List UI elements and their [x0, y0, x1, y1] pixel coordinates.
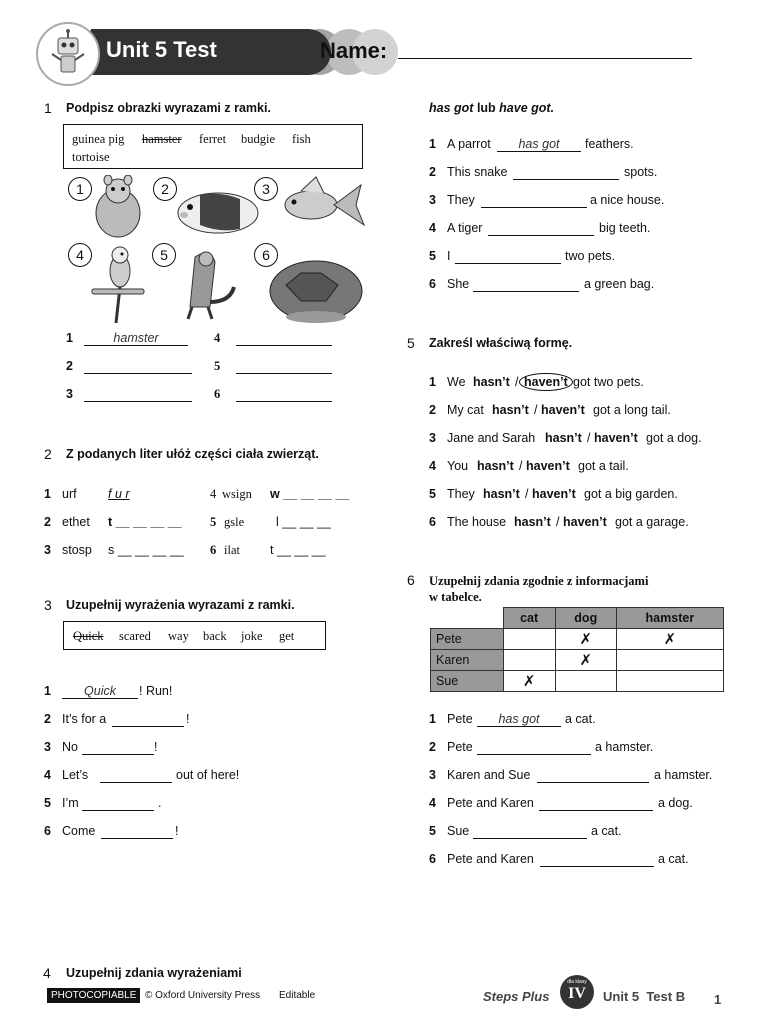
answer-field[interactable] — [236, 359, 332, 374]
copyright-text: © Oxford University Press — [145, 990, 261, 1001]
item-number: 3 — [429, 193, 436, 207]
exercise-instruction: Podpisz obrazki wyrazami z ramki. — [66, 101, 271, 115]
box-word: back — [203, 629, 227, 643]
item-number: 3 — [429, 431, 436, 445]
name-field[interactable] — [398, 58, 692, 59]
item-number: 3 — [429, 768, 436, 782]
item-number: 4 — [210, 487, 217, 501]
box-word: joke — [241, 629, 263, 643]
item-text: feathers. — [585, 137, 634, 151]
item-number: 5 — [44, 796, 51, 810]
exercise-instruction: Uzupełnij wyrażenia wyrazami z ramki. — [66, 598, 295, 612]
unscramble-list — [44, 487, 364, 557]
instruction-line: Uzupełnij zdania zgodnie z informacjami — [429, 574, 649, 588]
answer-field[interactable] — [101, 824, 173, 839]
item-number: 6 — [44, 824, 51, 838]
item-text: This snake — [447, 165, 508, 179]
option-havent-circled[interactable]: haven’t — [519, 373, 573, 391]
box-word-crossed: hamster — [142, 132, 182, 146]
row-header: Karen — [431, 650, 504, 671]
exercise-number: 1 — [44, 100, 52, 116]
answer-field[interactable] — [84, 387, 192, 402]
name-label: Name: — [320, 38, 388, 63]
item-text: You — [447, 459, 469, 473]
item-number: 6 — [214, 387, 221, 401]
item-text: spots. — [624, 165, 658, 179]
picture-number: 5 — [152, 243, 176, 267]
item-text: a hamster. — [654, 768, 713, 782]
table-cell: ✗ — [503, 671, 555, 692]
column-header: cat — [503, 608, 555, 629]
option-hasnt[interactable]: hasn’t — [473, 375, 510, 389]
item-text: A parrot — [447, 137, 491, 151]
exercise-number: 2 — [44, 446, 52, 462]
item-text: Jane and Sarah — [447, 431, 536, 445]
answer-field[interactable]: hamster — [84, 331, 188, 346]
answer-field[interactable]: Quick — [62, 684, 138, 699]
row-header: Sue — [431, 671, 504, 692]
exercise-number: 4 — [43, 965, 51, 981]
option-havent[interactable]: haven’t — [541, 403, 585, 417]
answer-field[interactable]: l __ __ __ — [276, 515, 331, 529]
item-text: She — [447, 277, 470, 291]
box-word: budgie — [241, 132, 276, 146]
level-badge-small: dla klasy — [567, 979, 587, 985]
box-word: tortoise — [72, 150, 110, 164]
item-number: 1 — [429, 712, 436, 726]
item-text: Come — [62, 824, 96, 838]
answer-field[interactable] — [513, 165, 619, 180]
item-number: 4 — [429, 796, 436, 810]
item-text: They — [447, 487, 475, 501]
item-number: 2 — [66, 359, 73, 373]
option-hasnt[interactable]: hasn’t — [492, 403, 529, 417]
option-hasnt[interactable]: hasn’t — [477, 459, 514, 473]
table-cell — [503, 650, 555, 671]
item-text: ! — [175, 824, 179, 838]
table-row — [431, 650, 724, 671]
exercise-number: 5 — [407, 335, 415, 351]
exercise-instruction-cont — [429, 101, 554, 115]
guinea-pig-picture — [170, 185, 260, 235]
item-text: got a garage. — [615, 515, 689, 529]
brand-name: Steps Plus — [483, 989, 550, 1004]
item-text: We — [447, 375, 466, 389]
answer-field[interactable]: w __ __ __ __ — [270, 487, 350, 501]
box-word: guinea pig — [72, 132, 125, 146]
robot-mascot-icon — [36, 22, 100, 86]
option-havent[interactable]: haven’t — [532, 487, 576, 501]
table-header-row — [431, 608, 724, 629]
item-number: 5 — [214, 359, 221, 373]
table-row — [431, 629, 724, 650]
table-cell: ✗ — [555, 650, 616, 671]
item-text: I — [447, 249, 451, 263]
answer-field[interactable] — [473, 277, 579, 292]
item-text: A tiger — [447, 221, 483, 235]
row-header: Pete — [431, 629, 504, 650]
item-text: Pete — [447, 740, 473, 754]
answer-field[interactable]: has got — [497, 137, 581, 152]
exercise-instruction: Zakreśl właściwą formę. — [429, 336, 573, 350]
item-text: two pets. — [565, 249, 616, 263]
item-number: 6 — [429, 277, 436, 291]
phrases-list — [44, 684, 364, 844]
answer-field[interactable] — [455, 249, 561, 264]
answer-field[interactable] — [84, 359, 192, 374]
item-text: a cat. — [591, 824, 622, 838]
item-text: got a big garden. — [584, 487, 678, 501]
answer-field[interactable] — [236, 387, 332, 402]
item-text: They — [447, 193, 475, 207]
item-number: 4 — [214, 331, 221, 345]
box-word: fish — [292, 132, 311, 146]
option-havent[interactable]: haven’t — [563, 515, 607, 529]
item-text: I’m — [62, 796, 79, 810]
item-number: 6 — [210, 543, 217, 557]
item-number: 6 — [429, 852, 436, 866]
answer-field[interactable]: s __ __ __ __ — [108, 543, 184, 557]
table-corner — [431, 608, 504, 629]
item-number: 4 — [44, 768, 51, 782]
item-number: 3 — [44, 740, 51, 754]
exercise-instruction: Uzupełnij zdania wyrażeniami — [66, 966, 242, 980]
item-text: Sue — [447, 824, 470, 838]
item-text: a cat. — [658, 852, 689, 866]
scrambled-word: ilat — [224, 543, 240, 557]
item-text: a nice house. — [590, 193, 665, 207]
scrambled-word: ethet — [62, 515, 90, 529]
item-number: 6 — [429, 515, 436, 529]
item-text: got a long tail. — [593, 403, 671, 417]
sentence-list — [429, 137, 749, 297]
item-text: . — [158, 796, 162, 810]
instruction-phrase: has got — [429, 101, 474, 115]
item-number: 2 — [44, 712, 51, 726]
answer-field[interactable] — [112, 712, 184, 727]
table-cell — [616, 650, 723, 671]
item-number: 1 — [44, 487, 51, 501]
sentence-list — [429, 712, 749, 872]
exercise-number: 3 — [44, 597, 52, 613]
answer-field[interactable] — [82, 740, 154, 755]
item-text: Pete and Karen — [447, 796, 534, 810]
item-number: 2 — [429, 165, 436, 179]
page-title: Unit 5 Test — [106, 37, 217, 62]
hamster-picture — [88, 175, 148, 243]
scrambled-word: wsign — [222, 487, 252, 501]
picture-number: 4 — [68, 243, 92, 267]
item-number: 5 — [429, 824, 436, 838]
item-text: ! Run! — [139, 684, 173, 698]
answer-field[interactable] — [481, 193, 587, 208]
fish-picture — [276, 175, 371, 230]
picture-grid — [66, 175, 366, 325]
item-text: Pete and Karen — [447, 852, 534, 866]
item-text: a hamster. — [595, 740, 654, 754]
item-text: ! — [154, 740, 158, 754]
scrambled-word: gsle — [224, 515, 245, 529]
item-text: got two pets. — [573, 375, 644, 389]
item-number: 3 — [66, 387, 73, 401]
instruction-line: w tabelce. — [429, 590, 482, 604]
option-hasnt[interactable]: hasn’t — [545, 431, 582, 445]
answer-field[interactable] — [540, 852, 654, 867]
word-box — [63, 621, 326, 650]
item-text: It’s for a — [62, 712, 107, 726]
scrambled-word: stosp — [62, 543, 92, 557]
item-text: The house — [447, 515, 507, 529]
info-table — [430, 607, 724, 692]
exercise-number: 6 — [407, 572, 415, 588]
answer-field[interactable] — [82, 796, 154, 811]
table-cell — [503, 629, 555, 650]
item-text: got a tail. — [578, 459, 629, 473]
answer-field[interactable] — [473, 824, 587, 839]
item-number: 3 — [44, 543, 51, 557]
table-cell: ✗ — [616, 629, 723, 650]
item-text: got a dog. — [646, 431, 702, 445]
editable-text: Editable — [279, 990, 316, 1001]
box-word: way — [168, 629, 189, 643]
page-number: 1 — [714, 992, 722, 1007]
item-number: 5 — [429, 249, 436, 263]
item-text: a green bag. — [584, 277, 655, 291]
option-havent[interactable]: haven’t — [594, 431, 638, 445]
exercise-instruction: Z podanych liter ułóż części ciała zwierząt. — [66, 447, 319, 461]
instruction-phrase: lub — [476, 101, 496, 115]
answer-lines — [66, 331, 366, 406]
ferret-picture — [170, 247, 240, 327]
item-text: out of here! — [176, 768, 240, 782]
word-box — [63, 124, 363, 169]
picture-number: 2 — [153, 177, 177, 201]
item-number: 5 — [429, 487, 436, 501]
item-number: 4 — [429, 221, 436, 235]
item-text: Karen and Sue — [447, 768, 531, 782]
item-number: 1 — [429, 375, 436, 389]
answer-field[interactable] — [477, 740, 591, 755]
item-number: 1 — [66, 331, 73, 345]
answer-field[interactable] — [100, 768, 172, 783]
unit-label: Unit 5 Test B — [603, 989, 686, 1004]
box-word-crossed: Quick — [73, 629, 104, 643]
answer-field[interactable]: f u r — [108, 487, 130, 501]
answer-field[interactable] — [236, 331, 332, 346]
photocopiable-badge: PHOTOCOPIABLE — [47, 988, 140, 1003]
picture-number: 6 — [254, 243, 278, 267]
answer-field[interactable] — [488, 221, 594, 236]
item-text: a dog. — [658, 796, 693, 810]
answer-field[interactable]: has got — [477, 712, 561, 727]
picture-number: 3 — [254, 177, 278, 201]
option-hasnt[interactable]: hasn’t — [514, 515, 551, 529]
box-word: get — [279, 629, 295, 643]
item-text: No — [62, 740, 78, 754]
exercise-instruction — [429, 573, 648, 605]
budgie-picture — [86, 245, 146, 327]
item-number: 5 — [210, 515, 217, 529]
picture-number: 1 — [68, 177, 92, 201]
item-number: 2 — [429, 740, 436, 754]
column-header: dog — [555, 608, 616, 629]
item-text: My cat — [447, 403, 484, 417]
option-hasnt[interactable]: hasn’t — [483, 487, 520, 501]
item-number: 2 — [429, 403, 436, 417]
item-number: 1 — [429, 137, 436, 151]
instruction-phrase: have got. — [499, 101, 555, 115]
answer-field[interactable] — [539, 796, 653, 811]
level-badge-number: IV — [568, 985, 586, 1002]
item-text: Let’s — [62, 768, 89, 782]
box-word: ferret — [199, 132, 227, 146]
choice-list: 1 We hasn’t / haven’t got two pets. 2 My cat hasn’t / haven’t got a long tail. 3 Jane and Sarah hasn’t / haven’t got a dog. 4 You hasn’t / haven’t got a tail. 5 They hasn’t / haven’t got a big garden. 6 The house hasn’t / haven’t got a garage. — [429, 375, 702, 529]
item-number: 2 — [44, 515, 51, 529]
level-badge-icon — [560, 975, 594, 1009]
item-text: Pete — [447, 712, 473, 726]
table-cell — [616, 671, 723, 692]
tortoise-picture — [266, 255, 366, 325]
table-cell — [555, 671, 616, 692]
item-text: ! — [186, 712, 190, 726]
item-text: big teeth. — [599, 221, 651, 235]
column-header: hamster — [616, 608, 723, 629]
item-number: 1 — [44, 684, 51, 698]
item-text: a cat. — [565, 712, 596, 726]
option-havent[interactable]: haven’t — [526, 459, 570, 473]
answer-field[interactable]: t __ __ __ __ — [108, 515, 182, 529]
answer-field[interactable] — [537, 768, 649, 783]
scrambled-word: urf — [62, 487, 77, 501]
table-row — [431, 671, 724, 692]
table-cell: ✗ — [555, 629, 616, 650]
box-word: scared — [119, 629, 151, 643]
item-number: 4 — [429, 459, 436, 473]
answer-field[interactable]: t __ __ __ — [270, 543, 326, 557]
